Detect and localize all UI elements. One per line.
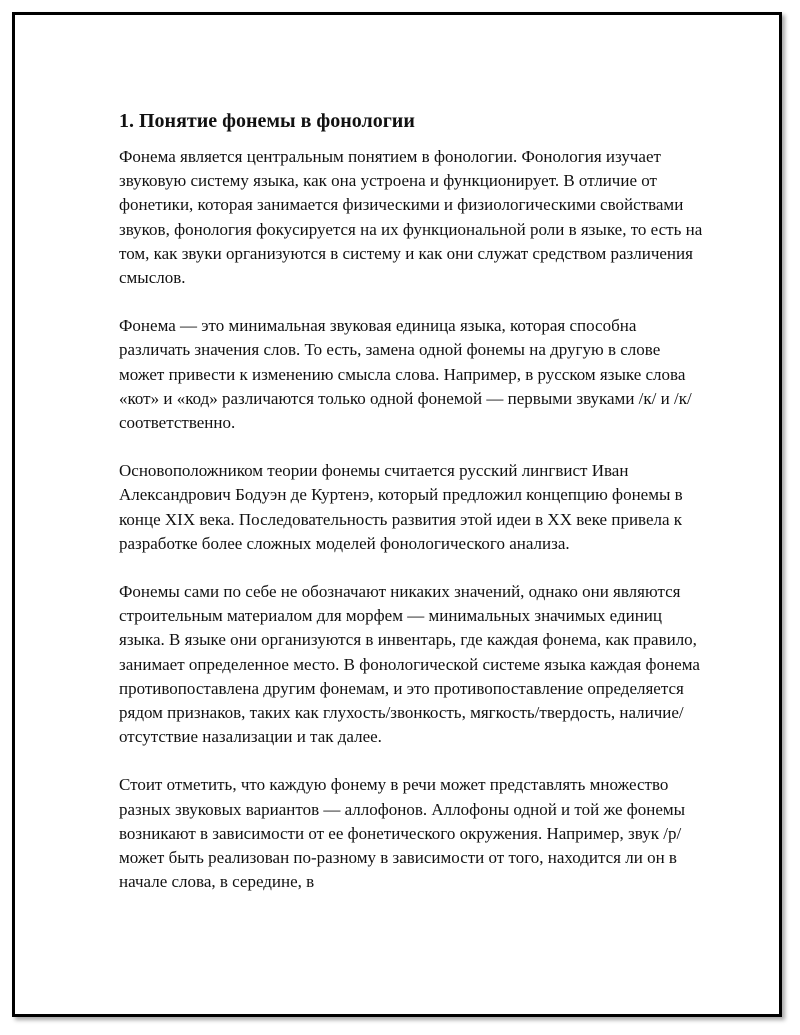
document-body xyxy=(119,107,709,918)
paragraph-2: Фонема — это минимальная звуковая единица языка, которая способна различать значения слов. То есть, замена одной фонемы на другую в слове может привести к изменению смысла слова. Например, в русском языке слова «кот» и «код» различаются только одной фонемой — первыми звуками /к/ и /к/ соответственно. xyxy=(119,316,692,433)
section-heading: 1. Понятие фонемы в фонологии xyxy=(119,110,415,132)
paragraph-1: Фонема является центральным понятием в фонологии. Фонология изучает звуковую систему языка, как она устроена и функционирует. В отличие от фонетики, которая занимается физическими и физиологическими свойствами звуков, фонология фокусируется на их функциональной роли в языке, то есть на том, как звуки организуются в систему и как они служат средством различения смыслов. xyxy=(119,147,703,288)
paragraph-3: Основоположником теории фонемы считается русский лингвист Иван Александрович Бодуэн де Куртенэ, который предложил концепцию фонемы в конце XIX века. Последовательность развития этой идеи в XX веке привела к разработке более сложных моделей фонологического анализа. xyxy=(119,461,683,553)
paragraph-4: Фонемы сами по себе не обозначают никаких значений, однако они являются строительным материалом для морфем — минимальных значимых единиц языка. В языке они организуются в инвентарь, где каждая фонема, как правило, занимает определенное место. В фонологической системе языка каждая фонема противопоставлена другим фонемам, и это противопоставление определяется рядом признаков, таких как глухость/звонкость, мягкость/твердость, наличие/отсутствие назализации и так далее. xyxy=(119,582,700,747)
page-frame xyxy=(12,12,782,1017)
paragraph-5: Стоит отметить, что каждую фонему в речи может представлять множество разных звуковых вариантов — аллофонов. Аллофоны одной и той же фонемы возникают в зависимости от ее фонетического окружения. Например, звук /р/ может быть реализован по-разному в зависимости от того, находится ли он в начале слова, в середине, в xyxy=(119,775,686,892)
